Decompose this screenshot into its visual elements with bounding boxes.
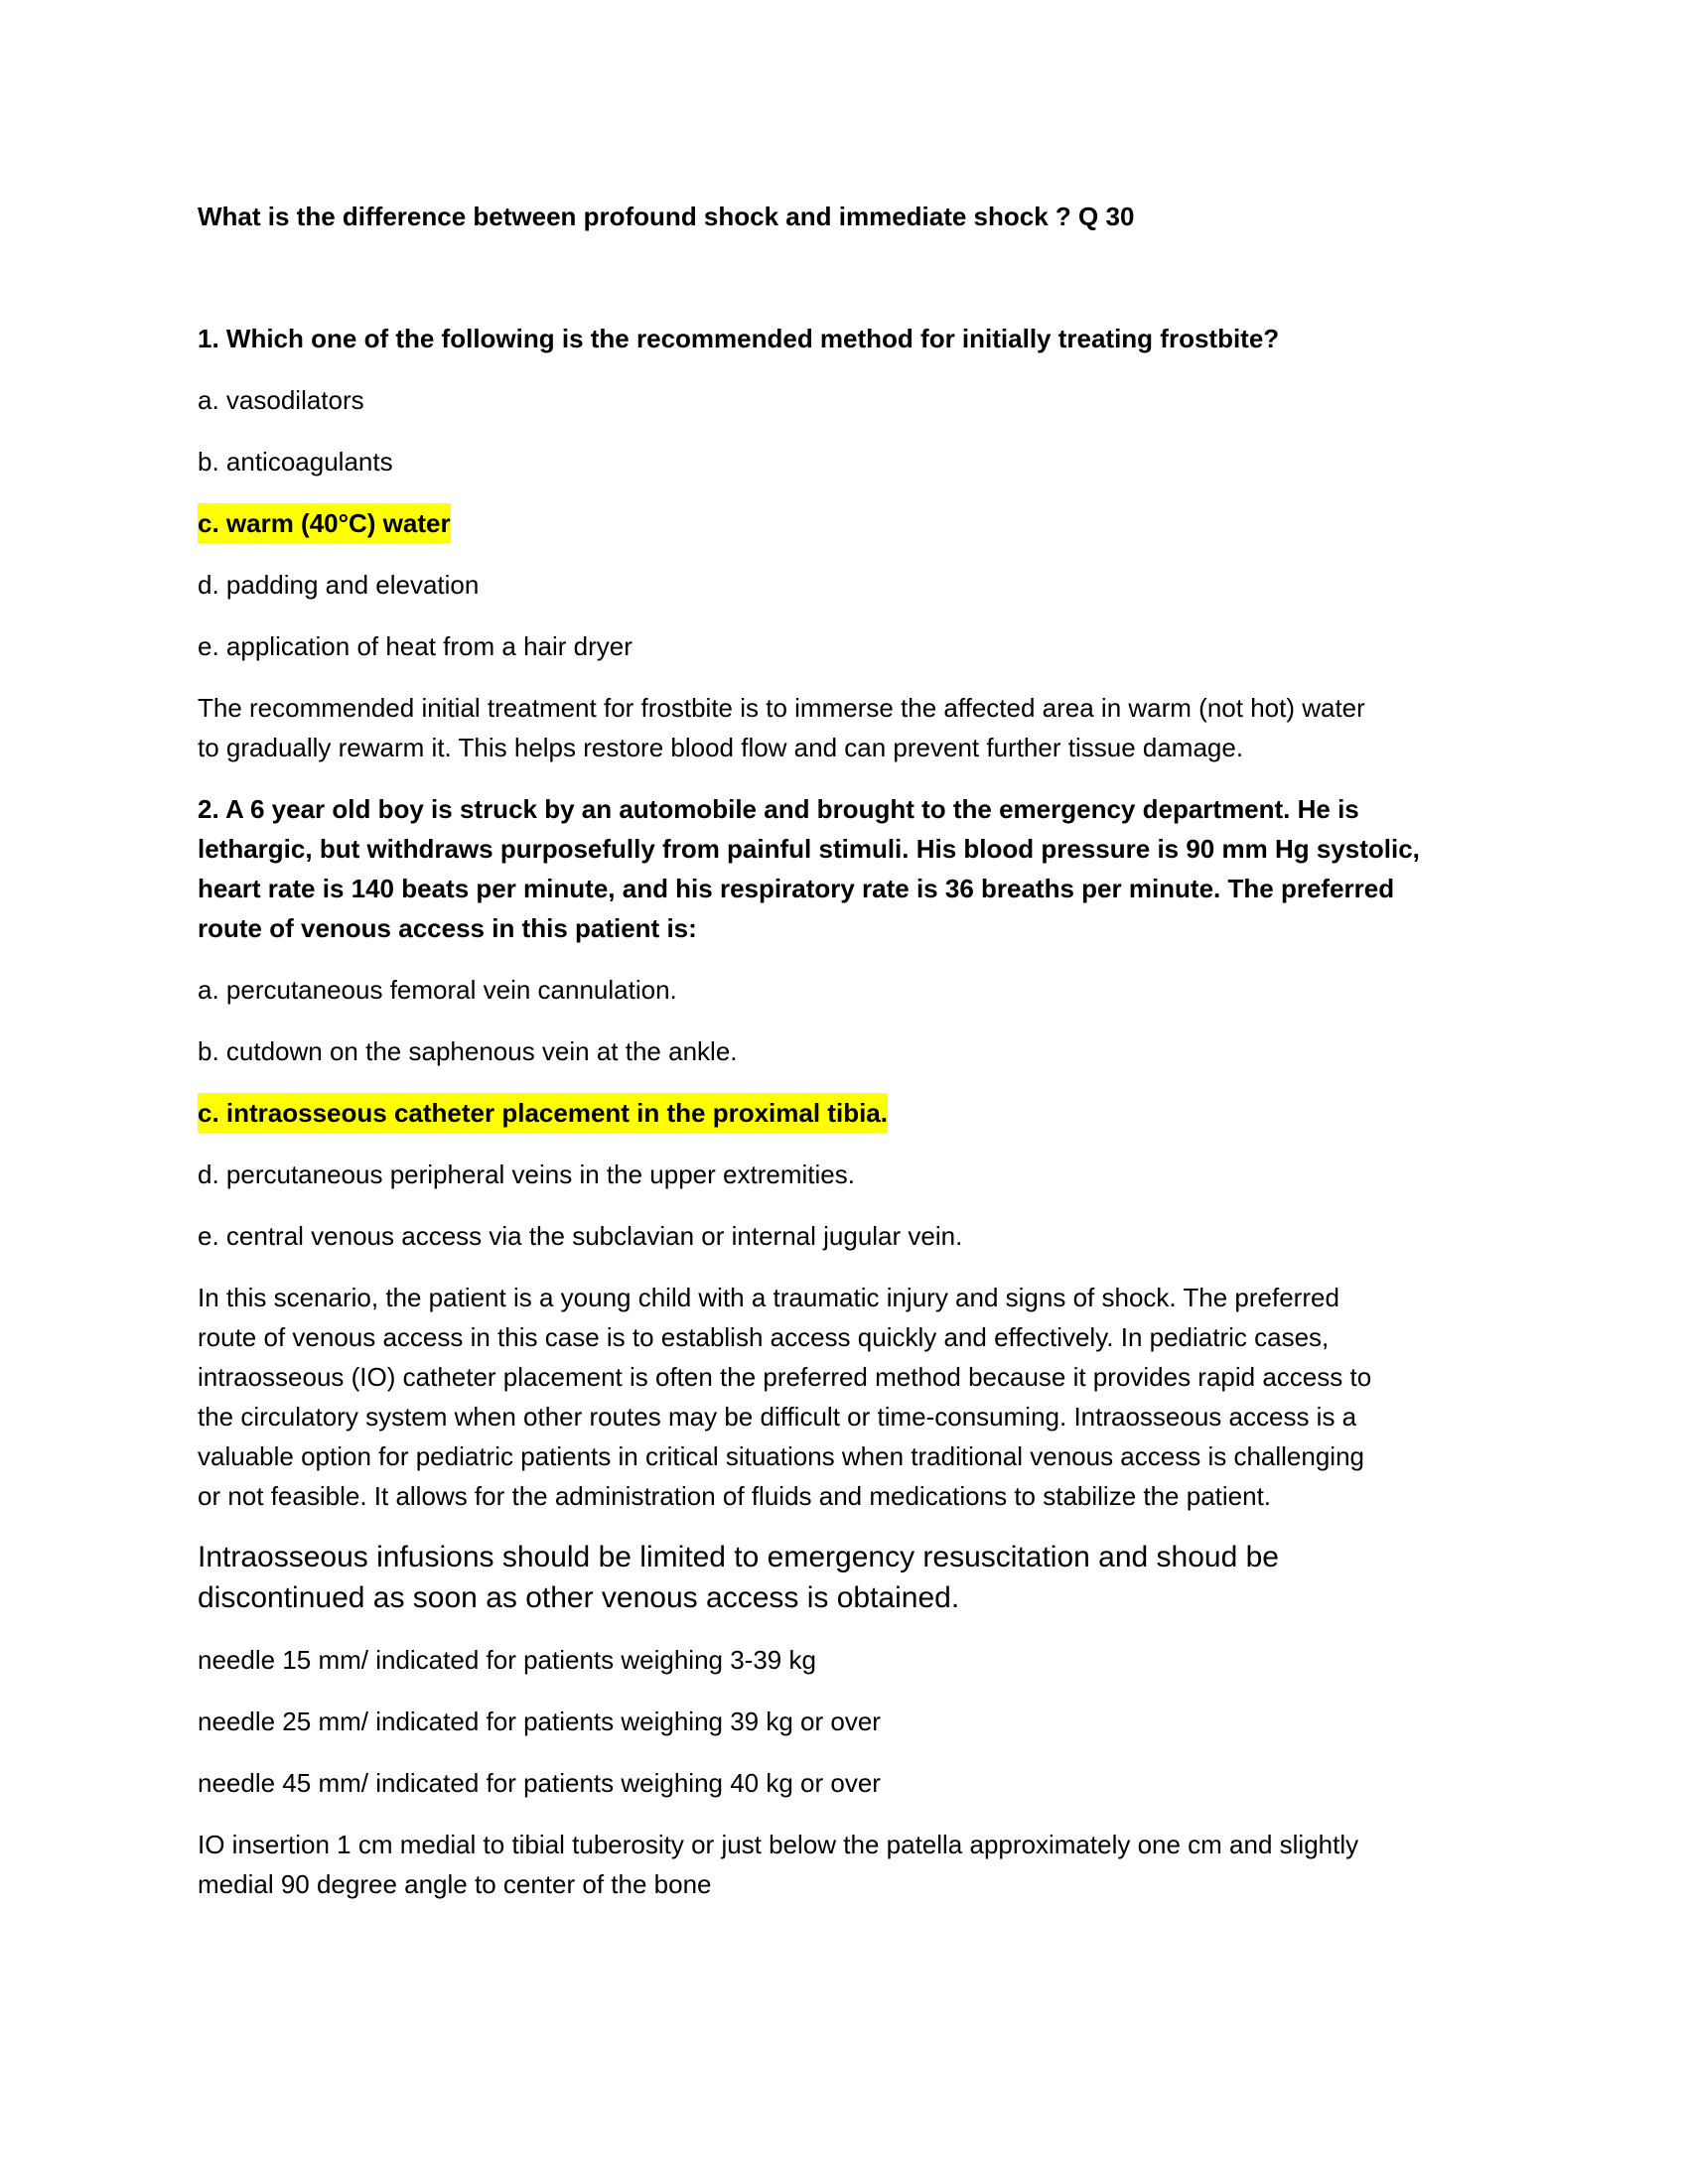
q2-explanation-line: route of venous access in this case is to establish access quickly and effectively. In pediatric cases, [198, 1322, 1330, 1352]
io-note-line: Intraosseous infusions should be limited to emergency resuscitation and shoud be [198, 1541, 1279, 1573]
q1-option-d: d. padding and elevation [198, 570, 480, 600]
io-note-line: discontinued as soon as other venous access is obtained. [198, 1581, 960, 1614]
insertion-line: IO insertion 1 cm medial to tibial tuberosity or just below the patella approximately one cm and slightly [198, 1830, 1359, 1859]
q2-option-c-correct: c. intraosseous catheter placement in the proximal tibia. [198, 1093, 888, 1133]
q2-question-line: 2. A 6 year old boy is struck by an automobile and brought to the emergency department. He is [198, 794, 1359, 824]
q2-option-e: e. central venous access via the subclavian or internal jugular vein. [198, 1221, 963, 1251]
insertion-line: medial 90 degree angle to center of the bone [198, 1869, 712, 1899]
title-question: What is the difference between profound shock and immediate shock ? Q 30 [198, 202, 1135, 231]
q2-option-d: d. percutaneous peripheral veins in the upper extremities. [198, 1160, 855, 1189]
q1-option-a: a. vasodilators [198, 385, 364, 415]
q2-explanation-line: or not feasible. It allows for the administration of fluids and medications to stabilize the patient. [198, 1481, 1272, 1511]
q2-question-line: route of venous access in this patient is: [198, 913, 697, 943]
q1-explanation-line: to gradually rewarm it. This helps restore blood flow and can prevent further tissue damage. [198, 733, 1244, 762]
needle-15mm: needle 15 mm/ indicated for patients weighing 3-39 kg [198, 1645, 816, 1675]
q2-question-line: heart rate is 140 beats per minute, and his respiratory rate is 36 breaths per minute. The preferred [198, 874, 1395, 903]
q2-option-a: a. percutaneous femoral vein cannulation. [198, 975, 677, 1005]
q1-question: 1. Which one of the following is the recommended method for initially treating frostbite? [198, 324, 1280, 353]
q2-explanation-line: intraosseous (IO) catheter placement is often the preferred method because it provides rapid access to [198, 1362, 1372, 1392]
q2-explanation-line: the circulatory system when other routes may be difficult or time-consuming. Intraosseous access is a [198, 1402, 1357, 1432]
q2-question-line: lethargic, but withdraws purposefully from painful stimuli. His blood pressure is 90 mm Hg systolic, [198, 834, 1420, 864]
needle-45mm: needle 45 mm/ indicated for patients weighing 40 kg or over [198, 1768, 881, 1798]
needle-25mm: needle 25 mm/ indicated for patients weighing 39 kg or over [198, 1706, 881, 1736]
q2-explanation-line: In this scenario, the patient is a young child with a traumatic injury and signs of shock. The preferred [198, 1283, 1339, 1312]
q2-explanation-line: valuable option for pediatric patients in critical situations when traditional venous access is challenging [198, 1441, 1365, 1471]
q1-option-c-correct: c. warm (40°C) water [198, 503, 451, 543]
q1-option-b: b. anticoagulants [198, 447, 393, 477]
q2-option-b: b. cutdown on the saphenous vein at the ankle. [198, 1036, 738, 1066]
q1-option-e: e. application of heat from a hair dryer [198, 631, 633, 661]
q1-explanation-line: The recommended initial treatment for frostbite is to immerse the affected area in warm (not hot) water [198, 693, 1365, 723]
